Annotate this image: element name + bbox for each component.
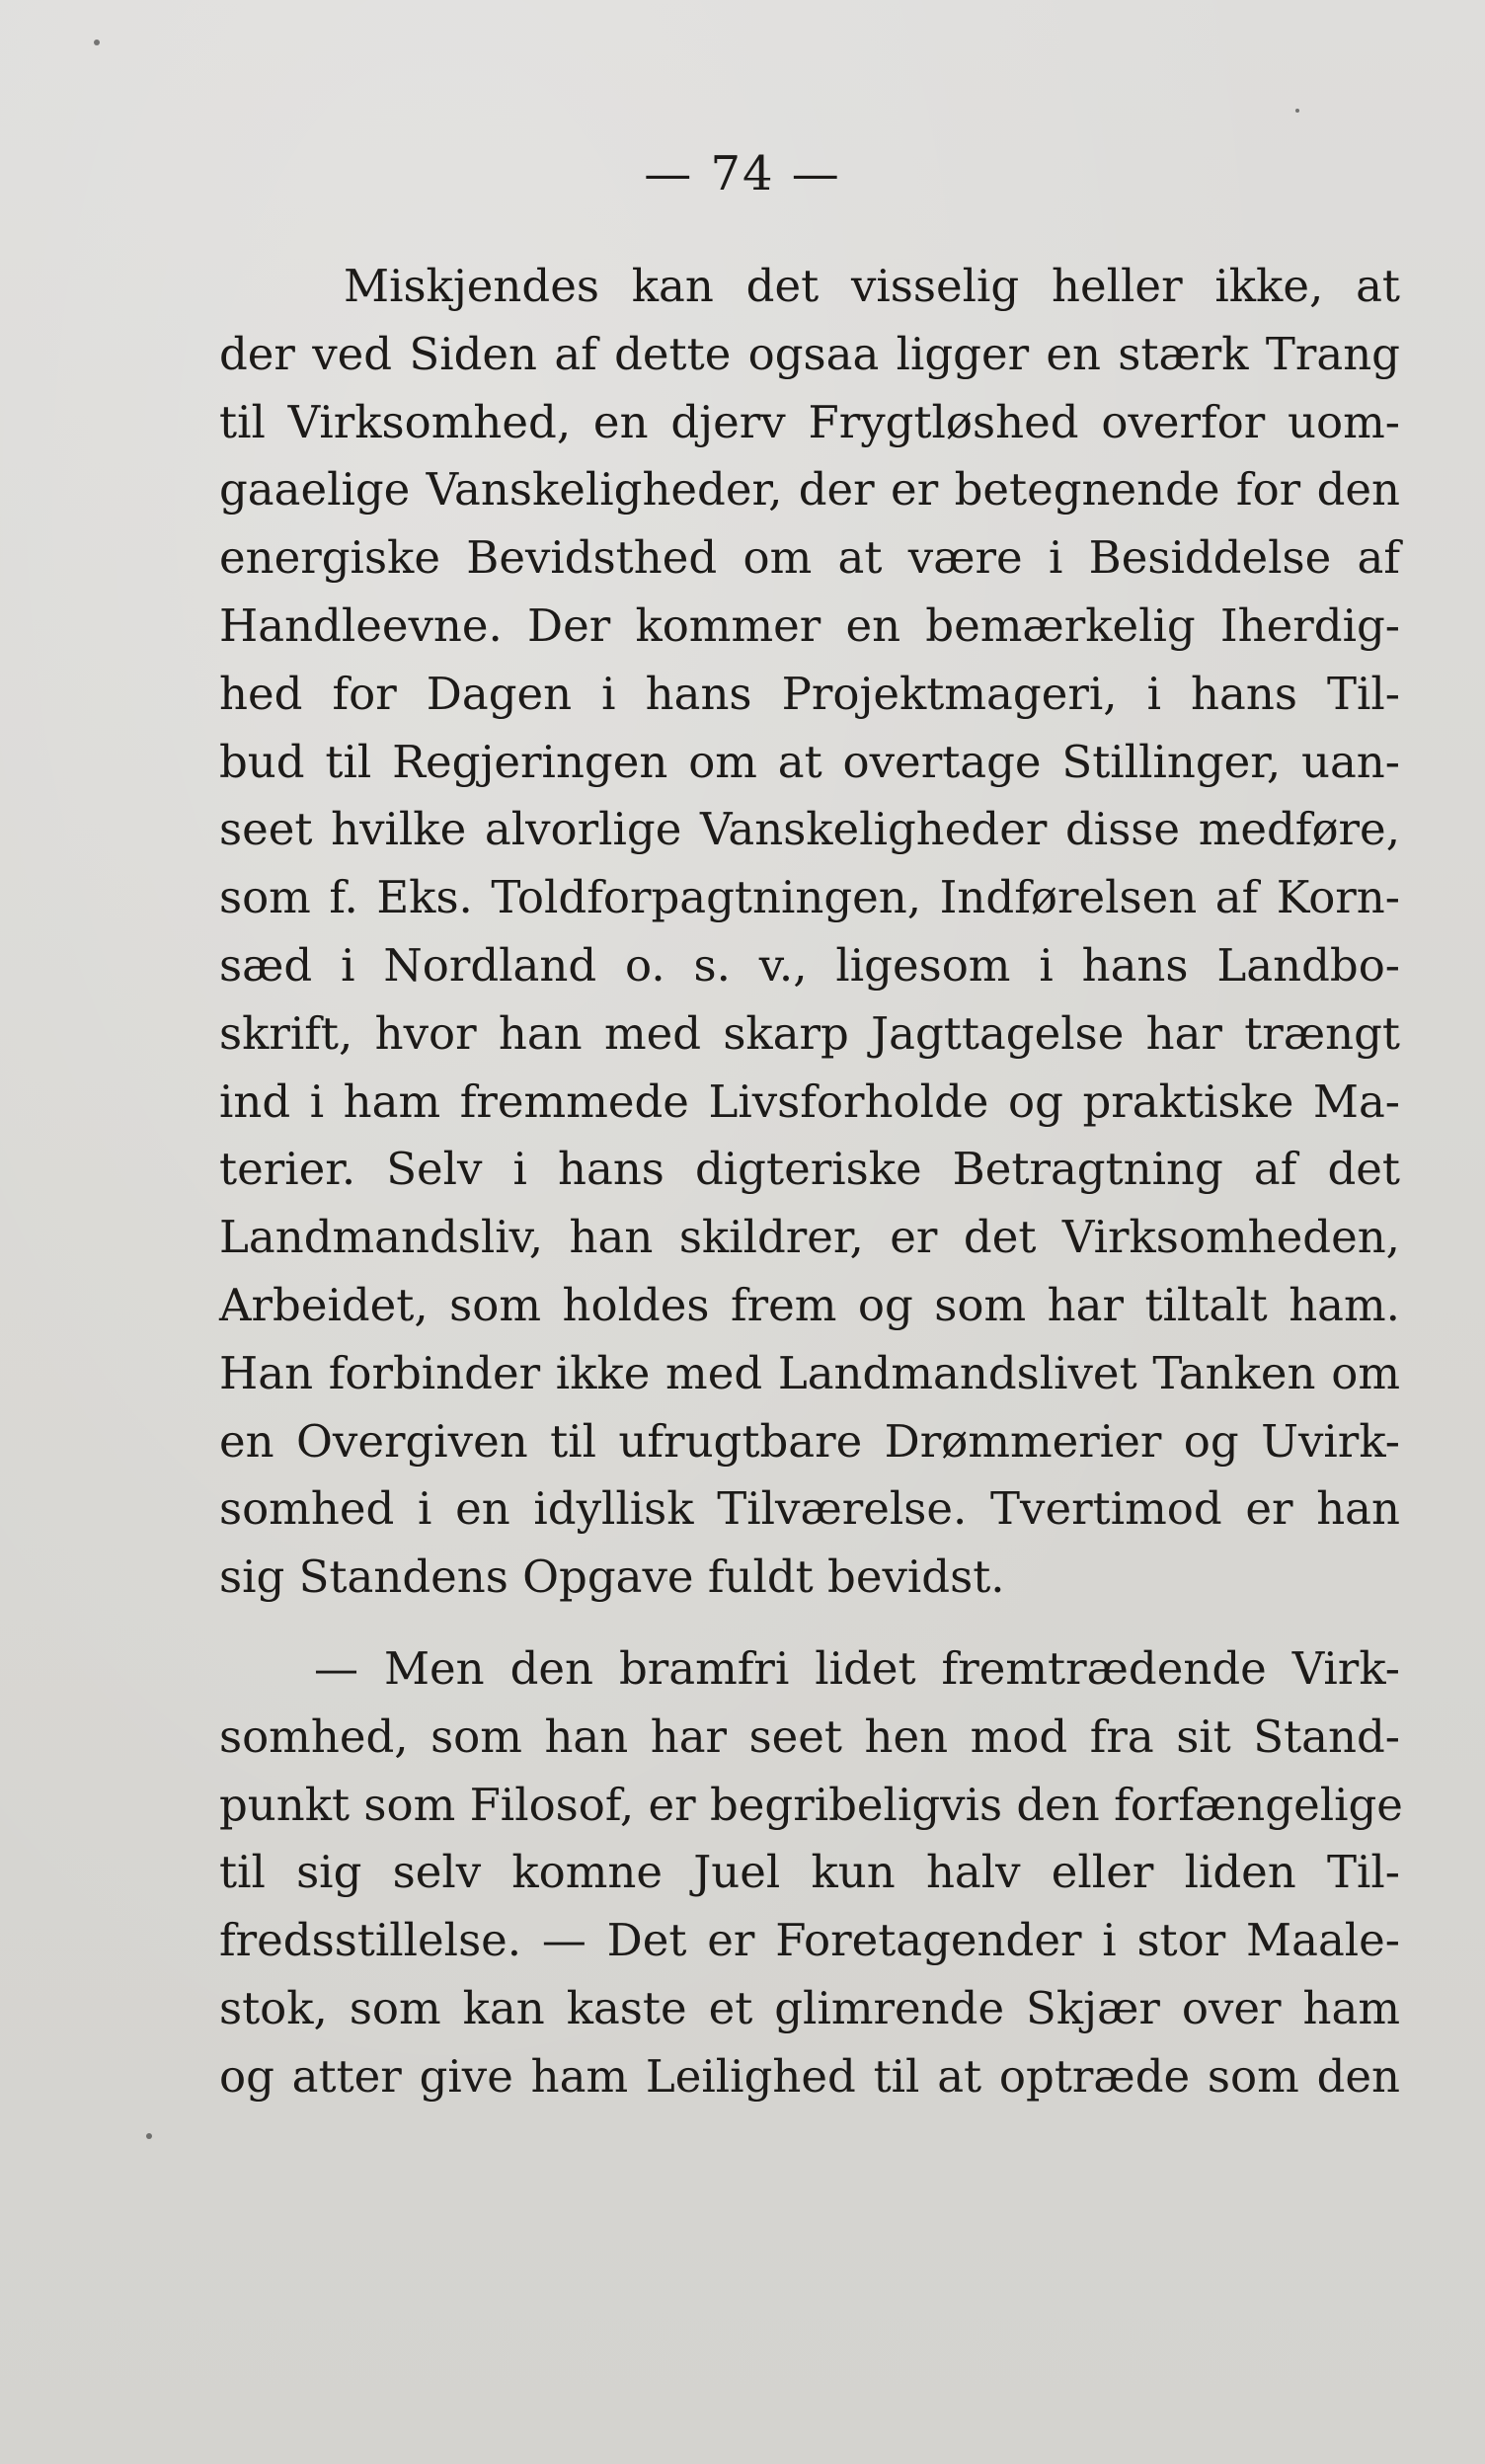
text-line: — Men den bramfri lidet fremtrædende Virk- bbox=[314, 1642, 1400, 1695]
text-line: seet hvilke alvorlige Vanskeligheder disse medføre, bbox=[219, 803, 1400, 856]
text-line: fredsstillelse. — Det er Foretagender i stor Maale- bbox=[219, 1914, 1400, 1967]
text-line: bud til Regjeringen om at overtage Stillinger, uan- bbox=[219, 735, 1400, 788]
paragraph-2 bbox=[219, 1635, 1403, 2111]
text-line: hed for Dagen i hans Projektmageri, i hans Til- bbox=[219, 667, 1400, 720]
text-line: punkt som Filosof, er begribeligvis den forfængelige bbox=[219, 1778, 1403, 1831]
text-line: gaaelige Vanskeligheder, der er betegnende for den bbox=[219, 463, 1400, 517]
text-line: og atter give ham Leilighed til at optræde som den bbox=[219, 2049, 1400, 2103]
text-line: en Overgiven til ufrugtbare Drømmerier og Uvirk- bbox=[219, 1414, 1400, 1468]
text-line: Han forbinder ikke med Landmandslivet Tanken om bbox=[219, 1346, 1400, 1399]
text-line: terier. Selv i hans digteriske Betragtning af det bbox=[219, 1143, 1400, 1196]
page-number: — 74 — bbox=[644, 146, 841, 201]
paragraph-1 bbox=[219, 253, 1400, 1612]
text-line: ind i ham fremmede Livsforholde og praktiske Ma- bbox=[219, 1074, 1400, 1128]
text-line: Miskjendes kan det visselig heller ikke, at bbox=[344, 260, 1400, 312]
text-line: Handleevne. Der kommer en bemærkelig Iherdig- bbox=[219, 598, 1400, 652]
paper-speck bbox=[94, 40, 100, 45]
text-line: som f. Eks. Toldforpagtningen, Indførelsen af Korn- bbox=[219, 871, 1400, 924]
text-line: somhed i en idyllisk Tilværelse. Tvertimod er han bbox=[219, 1482, 1400, 1536]
text-line: Landmandsliv, han skildrer, er det Virksomheden, bbox=[219, 1211, 1400, 1264]
text-line: til Virksomhed, en djerv Frygtløshed overfor uom- bbox=[219, 395, 1400, 448]
paper-speck bbox=[146, 2133, 152, 2139]
text-line: sæd i Nordland o. s. v., ligesom i hans Landbo- bbox=[219, 938, 1400, 992]
text-line: stok, som kan kaste et glimrende Skjær over ham bbox=[219, 1981, 1400, 2034]
text-line: somhed, som han har seet hen mod fra sit Stand- bbox=[219, 1709, 1400, 1763]
text-line: der ved Siden af dette ogsaa ligger en stærk Trang bbox=[219, 327, 1400, 380]
text-line: til sig selv komne Juel kun halv eller liden Til- bbox=[219, 1846, 1400, 1899]
text-line: energiske Bevidsthed om at være i Besiddelse af bbox=[219, 531, 1400, 585]
text-line: sig Standens Opgave fuldt bevidst. bbox=[219, 1550, 1005, 1604]
paper-speck bbox=[1295, 109, 1299, 113]
text-line: skrift, hvor han med skarp Jagttagelse har trængt bbox=[219, 1006, 1400, 1060]
text-line: Arbeidet, som holdes frem og som har tiltalt ham. bbox=[219, 1278, 1400, 1331]
